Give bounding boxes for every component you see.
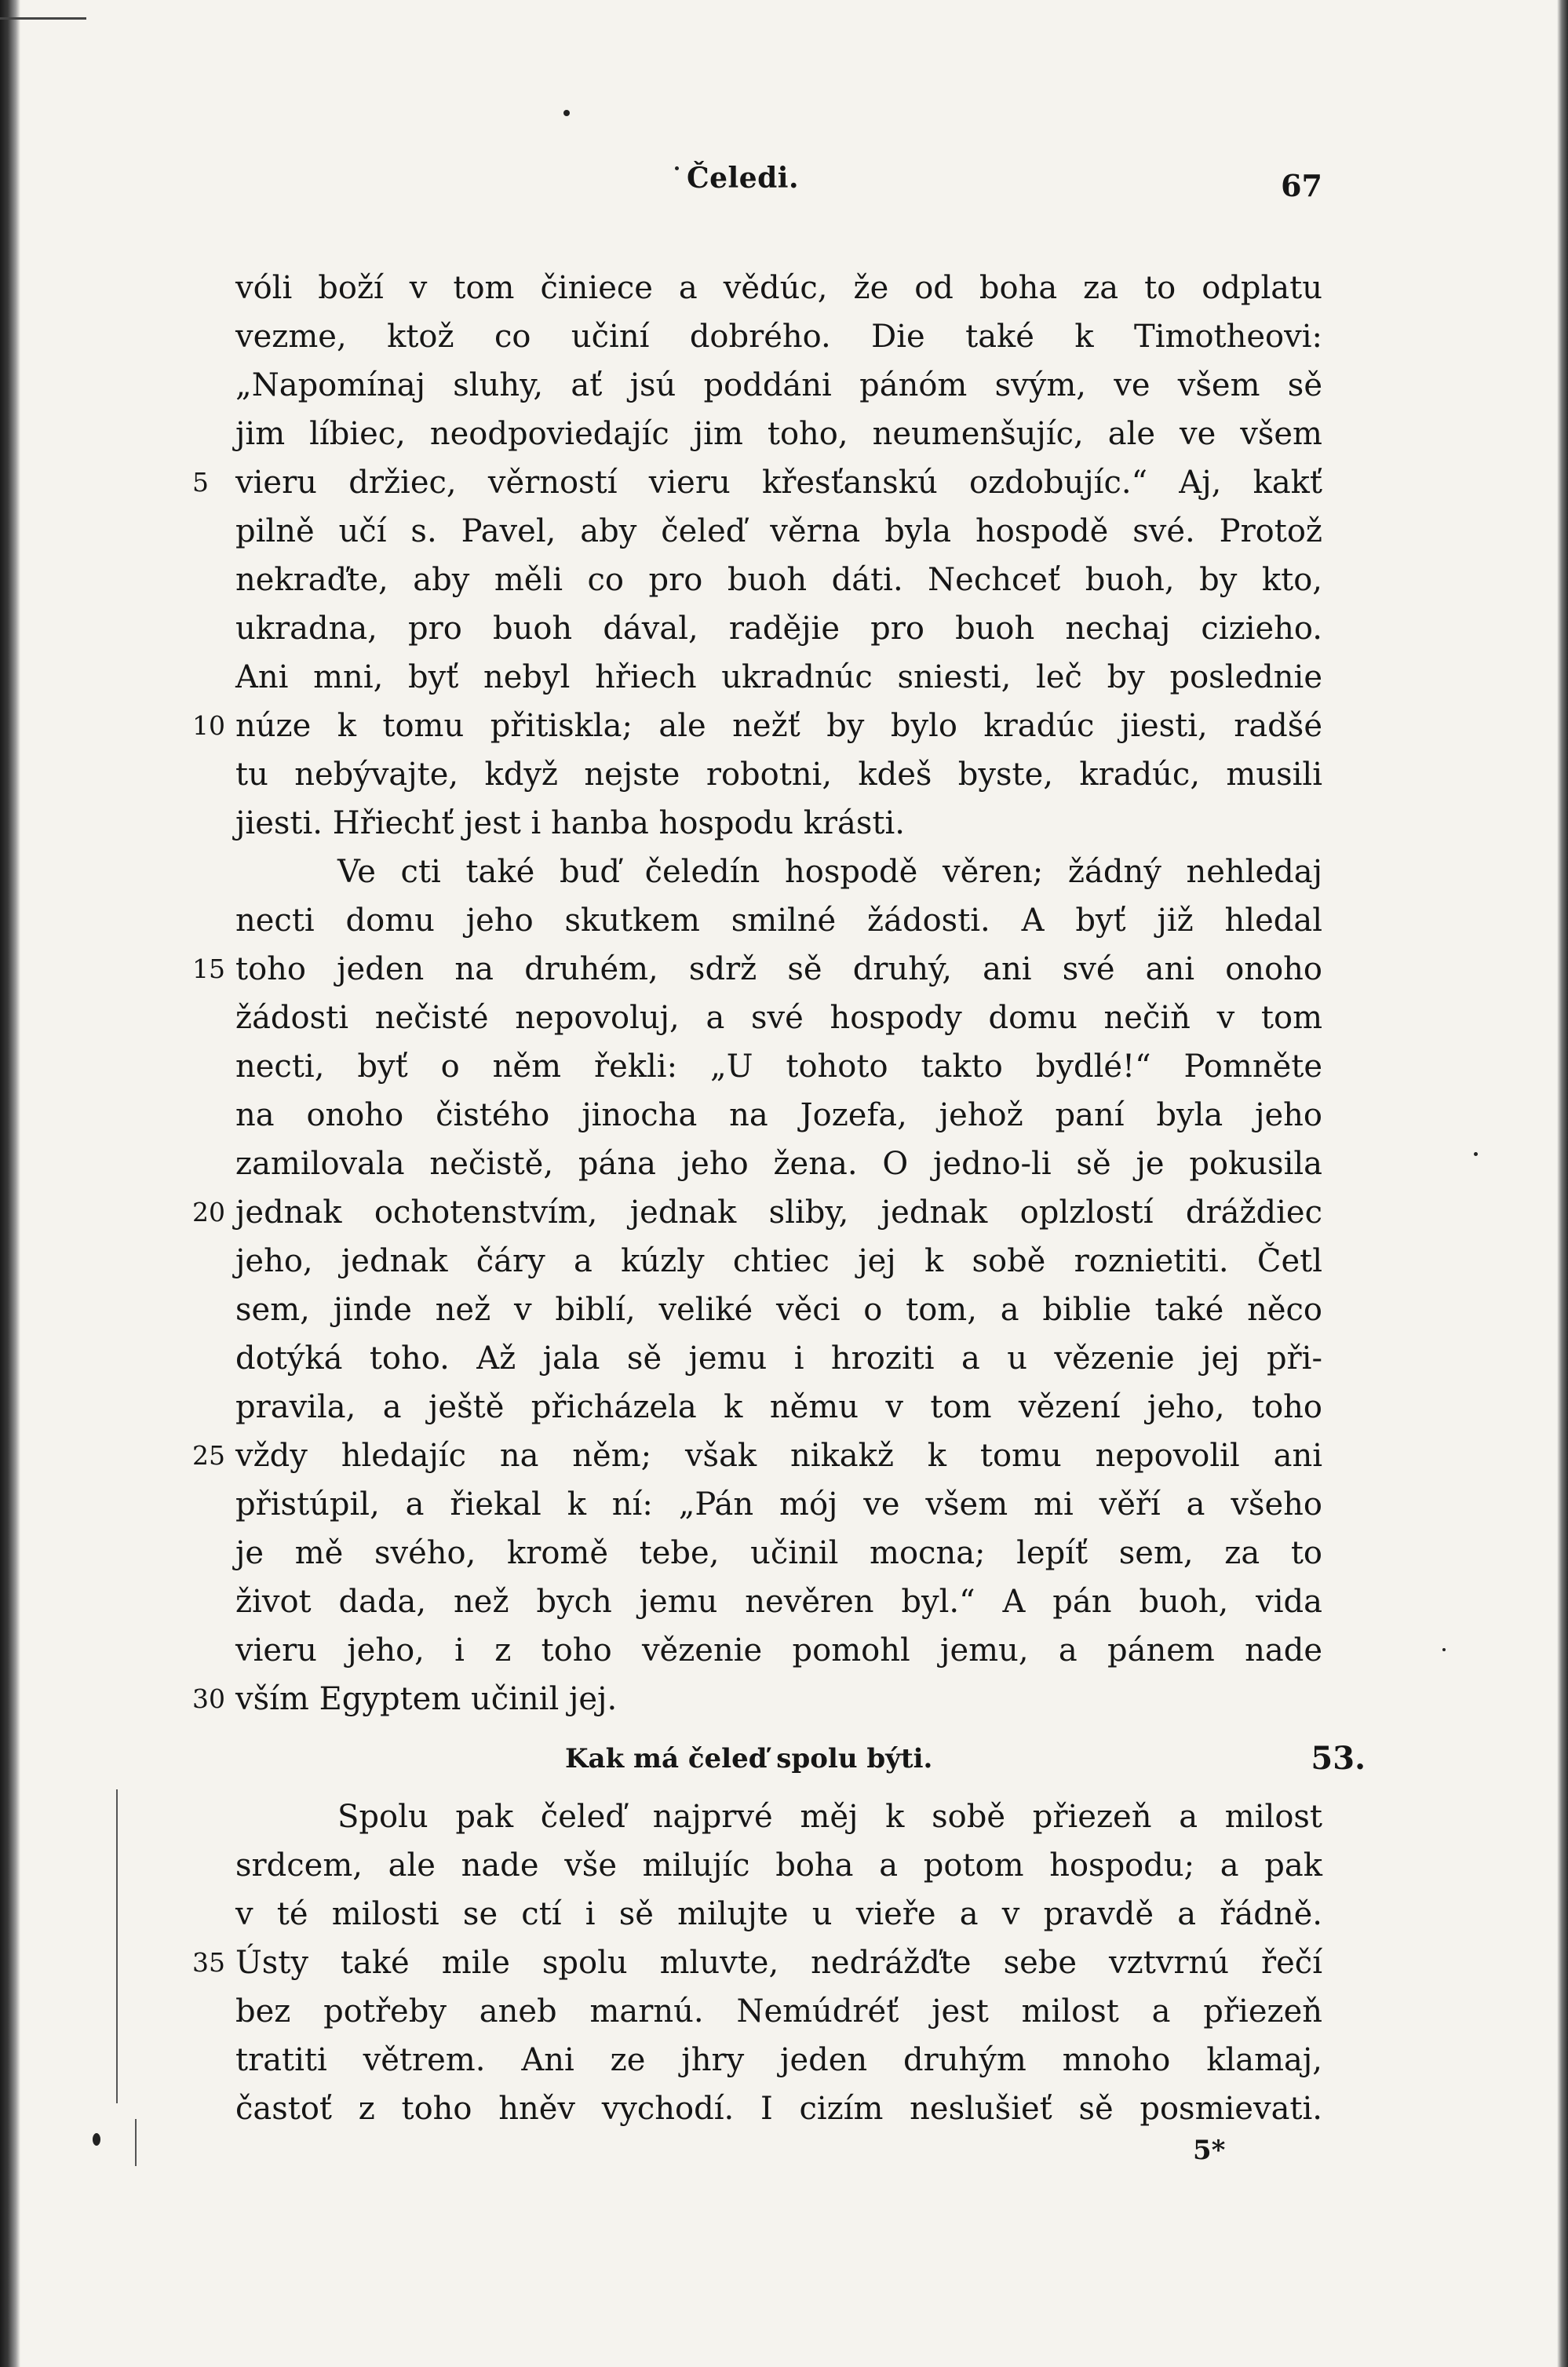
text-line: přistúpil, a řiekal k ní: „Pán mój ve všem mi věří a všeho bbox=[235, 1486, 1322, 1523]
page-edge-left bbox=[0, 0, 20, 2367]
ink-speck bbox=[1442, 1648, 1446, 1651]
ink-speck bbox=[93, 2133, 100, 2146]
text-line: sem, jinde než v biblí, veliké věci o tom, a biblie také něco bbox=[235, 1292, 1322, 1328]
text-line: Ani mni, byť nebyl hřiech ukradnúc sniesti, leč by poslednie bbox=[235, 659, 1322, 695]
line-number: 30 bbox=[192, 1683, 225, 1714]
line-number: 25 bbox=[192, 1440, 225, 1471]
page-edge-top bbox=[0, 17, 86, 20]
signature-mark: 5* bbox=[1193, 2135, 1226, 2166]
line-number: 20 bbox=[192, 1197, 225, 1227]
section-title: Kak má čeleď spolu býti. bbox=[565, 1743, 933, 1774]
text-line: vieru držiec, věrností vieru křesťanskú ozdobujíc.“ Aj, kakť bbox=[235, 465, 1322, 501]
text-line: pravila, a ještě přicházela k němu v tom vězení jeho, toho bbox=[235, 1389, 1322, 1425]
margin-mark bbox=[116, 1789, 118, 2103]
text-line: častoť z toho hněv vychodí. I cizím neslušieť sě posmievati. bbox=[235, 2091, 1322, 2127]
text-line: dotýká toho. Až jala sě jemu i hroziti a u vězenie jej při- bbox=[235, 1340, 1322, 1377]
text-line: na onoho čistého jinocha na Jozefa, jehož paní byla jeho bbox=[235, 1097, 1322, 1133]
page-edge-right bbox=[1557, 0, 1568, 2367]
text-line: toho jeden na druhém, sdrž sě druhý, ani své ani onoho bbox=[235, 951, 1322, 987]
text-line: necti, byť o něm řekli: „U tohoto takto bydlé!“ Pomněte bbox=[235, 1049, 1322, 1085]
text-line: jeho, jednak čáry a kúzly chtiec jej k sobě roznietiti. Četl bbox=[235, 1243, 1322, 1279]
running-head: Čeledi. bbox=[687, 162, 800, 195]
text-line: Ve cti také buď čeledín hospodě věren; žádný nehledaj bbox=[337, 854, 1322, 890]
text-line: vezme, ktož co učiní dobrého. Die také k Timotheovi: bbox=[235, 319, 1322, 355]
text-line: v té milosti se ctí i sě milujte u vieře a v pravdě a řádně. bbox=[235, 1896, 1322, 1932]
section-number: 53. bbox=[1311, 1740, 1366, 1777]
ink-speck bbox=[1474, 1152, 1478, 1156]
text-line: tratiti větrem. Ani ze jhry jeden druhým mnoho klamaj, bbox=[235, 2042, 1322, 2078]
text-line: jim líbiec, neodpoviedajíc jim toho, neumenšujíc, ale ve všem bbox=[235, 416, 1322, 452]
ink-speck bbox=[563, 110, 570, 116]
text-line: srdcem, ale nade vše milujíc boha a potom hospodu; a pak bbox=[235, 1847, 1322, 1884]
text-line: vóli boží v tom činiece a vědúc, že od boha za to odplatu bbox=[235, 270, 1322, 306]
text-line: je mě svého, kromě tebe, učinil mocna; lepíť sem, za to bbox=[235, 1535, 1322, 1571]
line-number: 10 bbox=[192, 710, 225, 741]
margin-mark bbox=[135, 2119, 137, 2166]
text-line: vším Egyptem učinil jej. bbox=[235, 1681, 618, 1717]
text-line: Spolu pak čeleď najprvé měj k sobě přiezeň a milost bbox=[337, 1799, 1322, 1835]
text-line: tu nebývajte, když nejste robotni, kdeš byste, kradúc, musili bbox=[235, 757, 1322, 793]
text-line: ukradna, pro buoh dával, radějie pro buoh nechaj cizieho. bbox=[235, 611, 1322, 647]
text-line: vždy hledajíc na něm; však nikakž k tomu nepovolil ani bbox=[235, 1438, 1322, 1474]
line-number: 5 bbox=[192, 467, 209, 498]
page-header bbox=[235, 162, 1322, 209]
text-line: zamilovala nečistě, pána jeho žena. O jedno-li sě je pokusila bbox=[235, 1146, 1322, 1182]
line-number: 15 bbox=[192, 954, 225, 984]
text-line: necti domu jeho skutkem smilné žádosti. A byť již hledal bbox=[235, 903, 1322, 939]
text-line: „Napomínaj sluhy, ať jsú poddáni pánóm svým, ve všem sě bbox=[235, 367, 1322, 403]
page-number: 67 bbox=[1281, 168, 1322, 203]
line-number: 35 bbox=[192, 1947, 225, 1978]
text-line: bez potřeby aneb marnú. Nemúdréť jest milost a přiezeň bbox=[235, 1993, 1322, 2030]
text-line: život dada, než bych jemu nevěren byl.“ A pán buoh, vida bbox=[235, 1584, 1322, 1620]
text-line: nekraďte, aby měli co pro buoh dáti. Nechceť buoh, by kto, bbox=[235, 562, 1322, 598]
text-line: pilně učí s. Pavel, aby čeleď věrna byla hospodě své. Protož bbox=[235, 513, 1322, 549]
text-line: Ústy také mile spolu mluvte, nedrážďte sebe vztvrnú řečí bbox=[235, 1945, 1322, 1981]
text-line: vieru jeho, i z toho vězenie pomohl jemu, a pánem nade bbox=[235, 1632, 1322, 1669]
text-line: núze k tomu přitiskla; ale nežť by bylo kradúc jiesti, radšé bbox=[235, 708, 1322, 744]
text-line: jednak ochotenstvím, jednak sliby, jednak oplzlostí dráždiec bbox=[235, 1194, 1322, 1231]
text-line: žádosti nečisté nepovoluj, a své hospody domu nečiň v tom bbox=[235, 1000, 1322, 1036]
section-heading bbox=[235, 1734, 1366, 1783]
text-line: jiesti. Hřiechť jest i hanba hospodu krásti. bbox=[235, 805, 906, 841]
